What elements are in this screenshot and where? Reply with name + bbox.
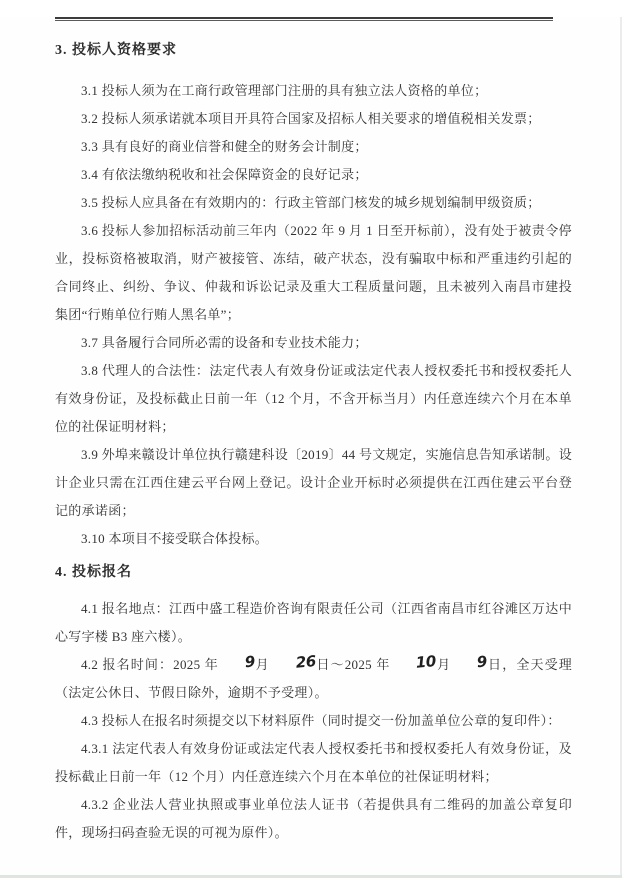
handwritten-month-end: 10 xyxy=(415,652,437,672)
clause-4-2-text: 日，全天受理（法定公休日、节假日除外，逾期不予受理）。 xyxy=(55,657,572,700)
clause-4-3: 4.3 投标人在报名时须提交以下材料原件（同时提交一份加盖单位公章的复印件）： xyxy=(81,713,561,728)
section-4-heading: 4. 投标报名 xyxy=(55,565,132,580)
clause-4-3-1: 4.3.1 法定代表人有效身份证或法定代表人授权委托书和授权委托人有效身份证，及投标截止日前一年（12 个月）内任意连续六个月在本单位的社保证明材料； xyxy=(55,741,572,784)
clause-4-1: 4.1 报名地点：江西中盛工程造价咨询有限责任公司（江西省南昌市红谷滩区万达中心写字楼 B3 座六楼）。 xyxy=(55,601,572,644)
clause-3-9: 3.9 外埠来赣设计单位执行赣建科设〔2019〕44 号文规定，实施信息告知承诺制。设计企业只需在江西住建云平台网上登记。设计企业开标时必须提供在江西住建云平台登记的承诺函； xyxy=(55,447,572,518)
clause-3-4: 3.4 有依法缴纳税收和社会保障资金的良好记录； xyxy=(81,167,368,182)
clause-4-2-text: 4.2 报名时间：2025 年 xyxy=(81,657,219,672)
clause-3-3: 3.3 具有良好的商业信誉和健全的财务会计制度； xyxy=(81,139,368,154)
clause-4-2-text: 月 xyxy=(436,657,452,672)
section-3-heading: 3. 投标人资格要求 xyxy=(55,43,177,58)
clause-4-2 xyxy=(55,651,572,707)
clause-3-1: 3.1 投标人须为在工商行政管理部门注册的具有独立法人资格的单位； xyxy=(81,83,488,98)
clause-3-6: 3.6 投标人参加招标活动前三年内（2022 年 9 月 1 日至开标前），没有处于被责令停业，投标资格被取消，财产被接管、冻结，破产状态，没有骗取中标和严重违约引起的合同终止、纠纷、争议、仲裁和诉讼记录及重大工程质量问题，且未被列入南昌市建投集团“行贿单位行贿人黑名单”； xyxy=(55,223,572,322)
clause-4-3-2: 4.3.2 企业法人营业执照或事业单位法人证书（若提供具有二维码的加盖公章复印件，现场扫码查验无误的可视为原件）。 xyxy=(55,797,572,840)
clause-4-2-text: 日～2025 年 xyxy=(315,657,391,672)
handwritten-month-start: 9 xyxy=(243,652,256,672)
page-content xyxy=(0,37,622,847)
header-rule xyxy=(55,17,553,21)
clause-3-10: 3.10 本项目不接受联合体投标。 xyxy=(81,531,269,546)
clause-3-5: 3.5 投标人应具备在有效期内的：行政主管部门核发的城乡规划编制甲级资质； xyxy=(81,195,541,210)
document-page xyxy=(0,17,622,878)
handwritten-day-start: 26 xyxy=(294,652,317,672)
clause-4-2-text: 月 xyxy=(254,657,270,672)
clause-3-7: 3.7 具备履行合同所必需的设备和专业技术能力； xyxy=(81,335,368,350)
clause-3-8: 3.8 代理人的合法性：法定代表人有效身份证或法定代表人授权委托书和授权委托人有效身份证，及投标截止日前一年（12 个月，不含开标当月）内任意连续六个月在本单位的社保证明材料； xyxy=(55,363,572,434)
clause-3-2: 3.2 投标人须承诺就本项目开具符合国家及招标人相关要求的增值税相关发票； xyxy=(81,111,541,126)
handwritten-day-end: 9 xyxy=(476,652,488,672)
